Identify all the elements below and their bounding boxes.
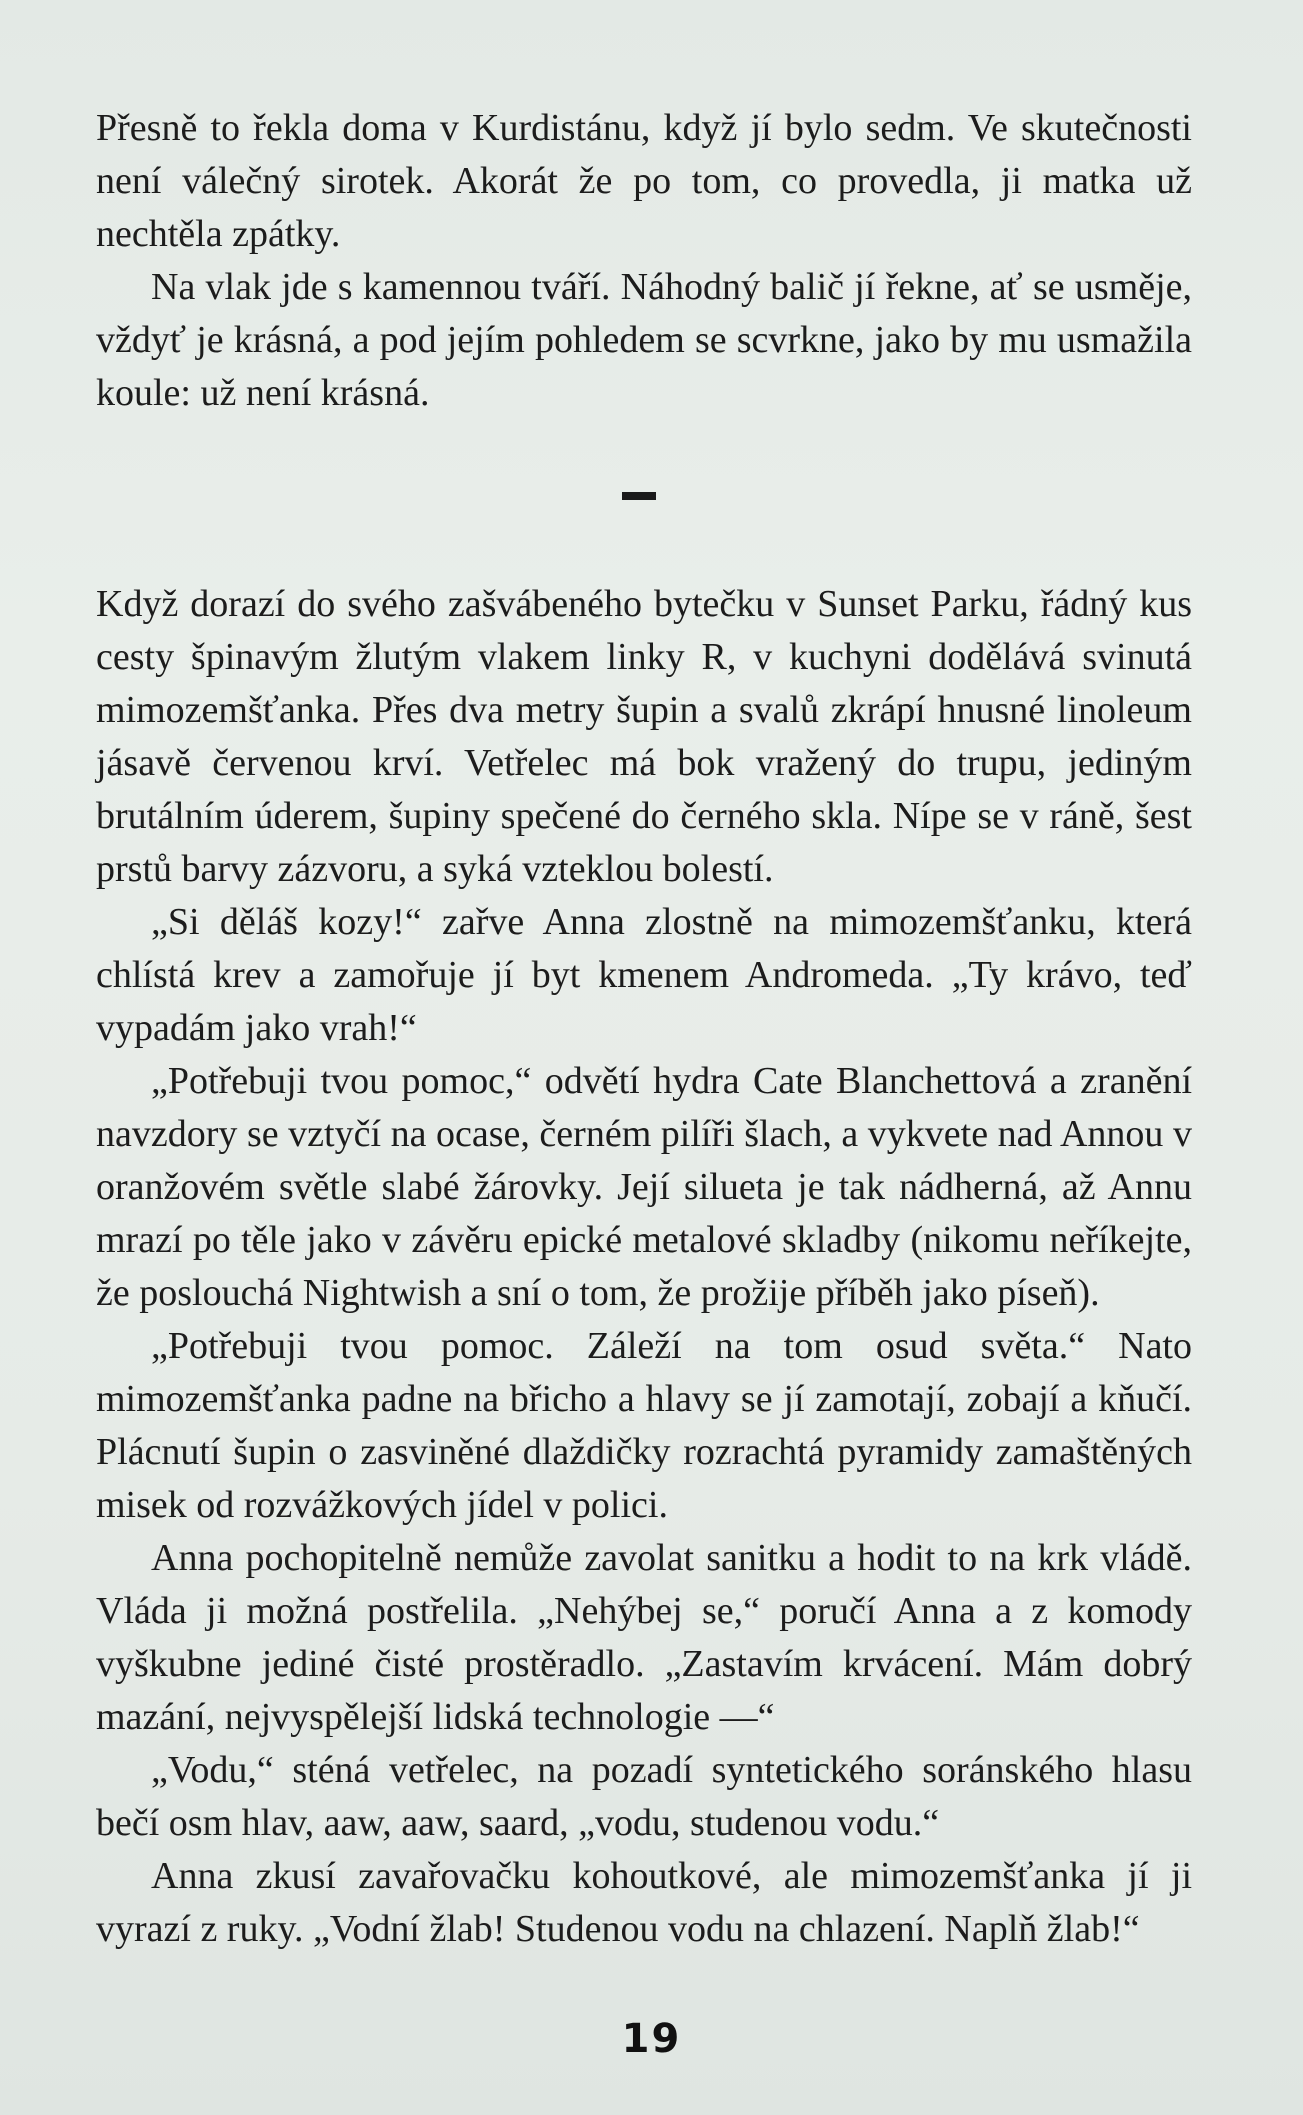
paragraph: „Vodu,“ sténá vetřelec, na pozadí syntetického soránského hlasu bečí osm hlav, aaw, aaw, saard, „vodu, studenou vodu.“ <box>96 1749 1192 1844</box>
section-two <box>96 578 1192 1956</box>
paragraph: „Potřebuji tvou pomoc,“ odvětí hydra Cate Blanchettová a zranění navzdory se vztyčí na ocase, černém pilíři šlach, a vykvete nad Annou v oranžovém světle slabé žárovky. Její silueta je tak nádherná, až Annu mrazí po těle jako v závěru epické metalové skladby (nikomu neříkejte, že poslouchá Nightwish a sní o tom, že prožije příběh jako píseň). <box>96 1060 1192 1314</box>
paragraph: Anna pochopitelně nemůže zavolat sanitku a hodit to na krk vládě. Vláda ji možná postřelila. „Nehýbej se,“ poručí Anna a z komody vyškubne jediné čisté prostěradlo. „Zastavím krvácení. Mám dobrý mazání, nejvyspělejší lidská technologie —“ <box>96 1537 1192 1738</box>
paragraph: „Si děláš kozy!“ zařve Anna zlostně na mimozemšťanku, která chlístá krev a zamořuje jí byt kmenem Andromeda. „Ty krávo, teď vypadám jako vrah!“ <box>96 901 1192 1049</box>
paragraph: Anna zkusí zavařovačku kohoutkové, ale mimozemšťanka jí ji vyrazí z ruky. „Vodní žlab! Studenou vodu na chlazení. Naplň žlab!“ <box>96 1855 1192 1950</box>
paragraph: „Potřebuji tvou pomoc. Záleží na tom osud světa.“ Nato mimozemšťanka padne na břicho a hlavy se jí zamotají, zobají a kňučí. Plácnutí šupin o zasviněné dlaždičky rozrachtá pyramidy zamaštěných misek od rozvážkových jídel v polici. <box>96 1325 1192 1526</box>
page-number: 19 <box>621 2016 682 2062</box>
paragraph: Přesně to řekla doma v Kurdistánu, když jí bylo sedm. Ve skutečnosti není válečný sirotek. Akorát že po tom, co provedla, ji matka už nechtěla zpátky. <box>96 107 1192 255</box>
section-break-dash <box>622 492 656 500</box>
paragraph: Na vlak jde s kamennou tváří. Náhodný balič jí řekne, ať se usměje, vždyť je krásná, a pod jejím pohledem se scvrkne, jako by mu usmažila koule: už není krásná. <box>96 266 1192 414</box>
paragraph: Když dorazí do svého zašvábeného bytečku v Sunset Parku, řádný kus cesty špinavým žlutým vlakem linky R, v kuchyni dodělává svinutá mimozemšťanka. Přes dva metry šupin a svalů zkrápí hnusné linoleum jásavě červenou krví. Vetřelec má bok vražený do trupu, jediným brutálním úderem, šupiny spečené do černého skla. Nípe se v ráně, šest prstů barvy zázvoru, a syká vzteklou bolestí. <box>96 583 1192 890</box>
section-one <box>96 102 1192 420</box>
